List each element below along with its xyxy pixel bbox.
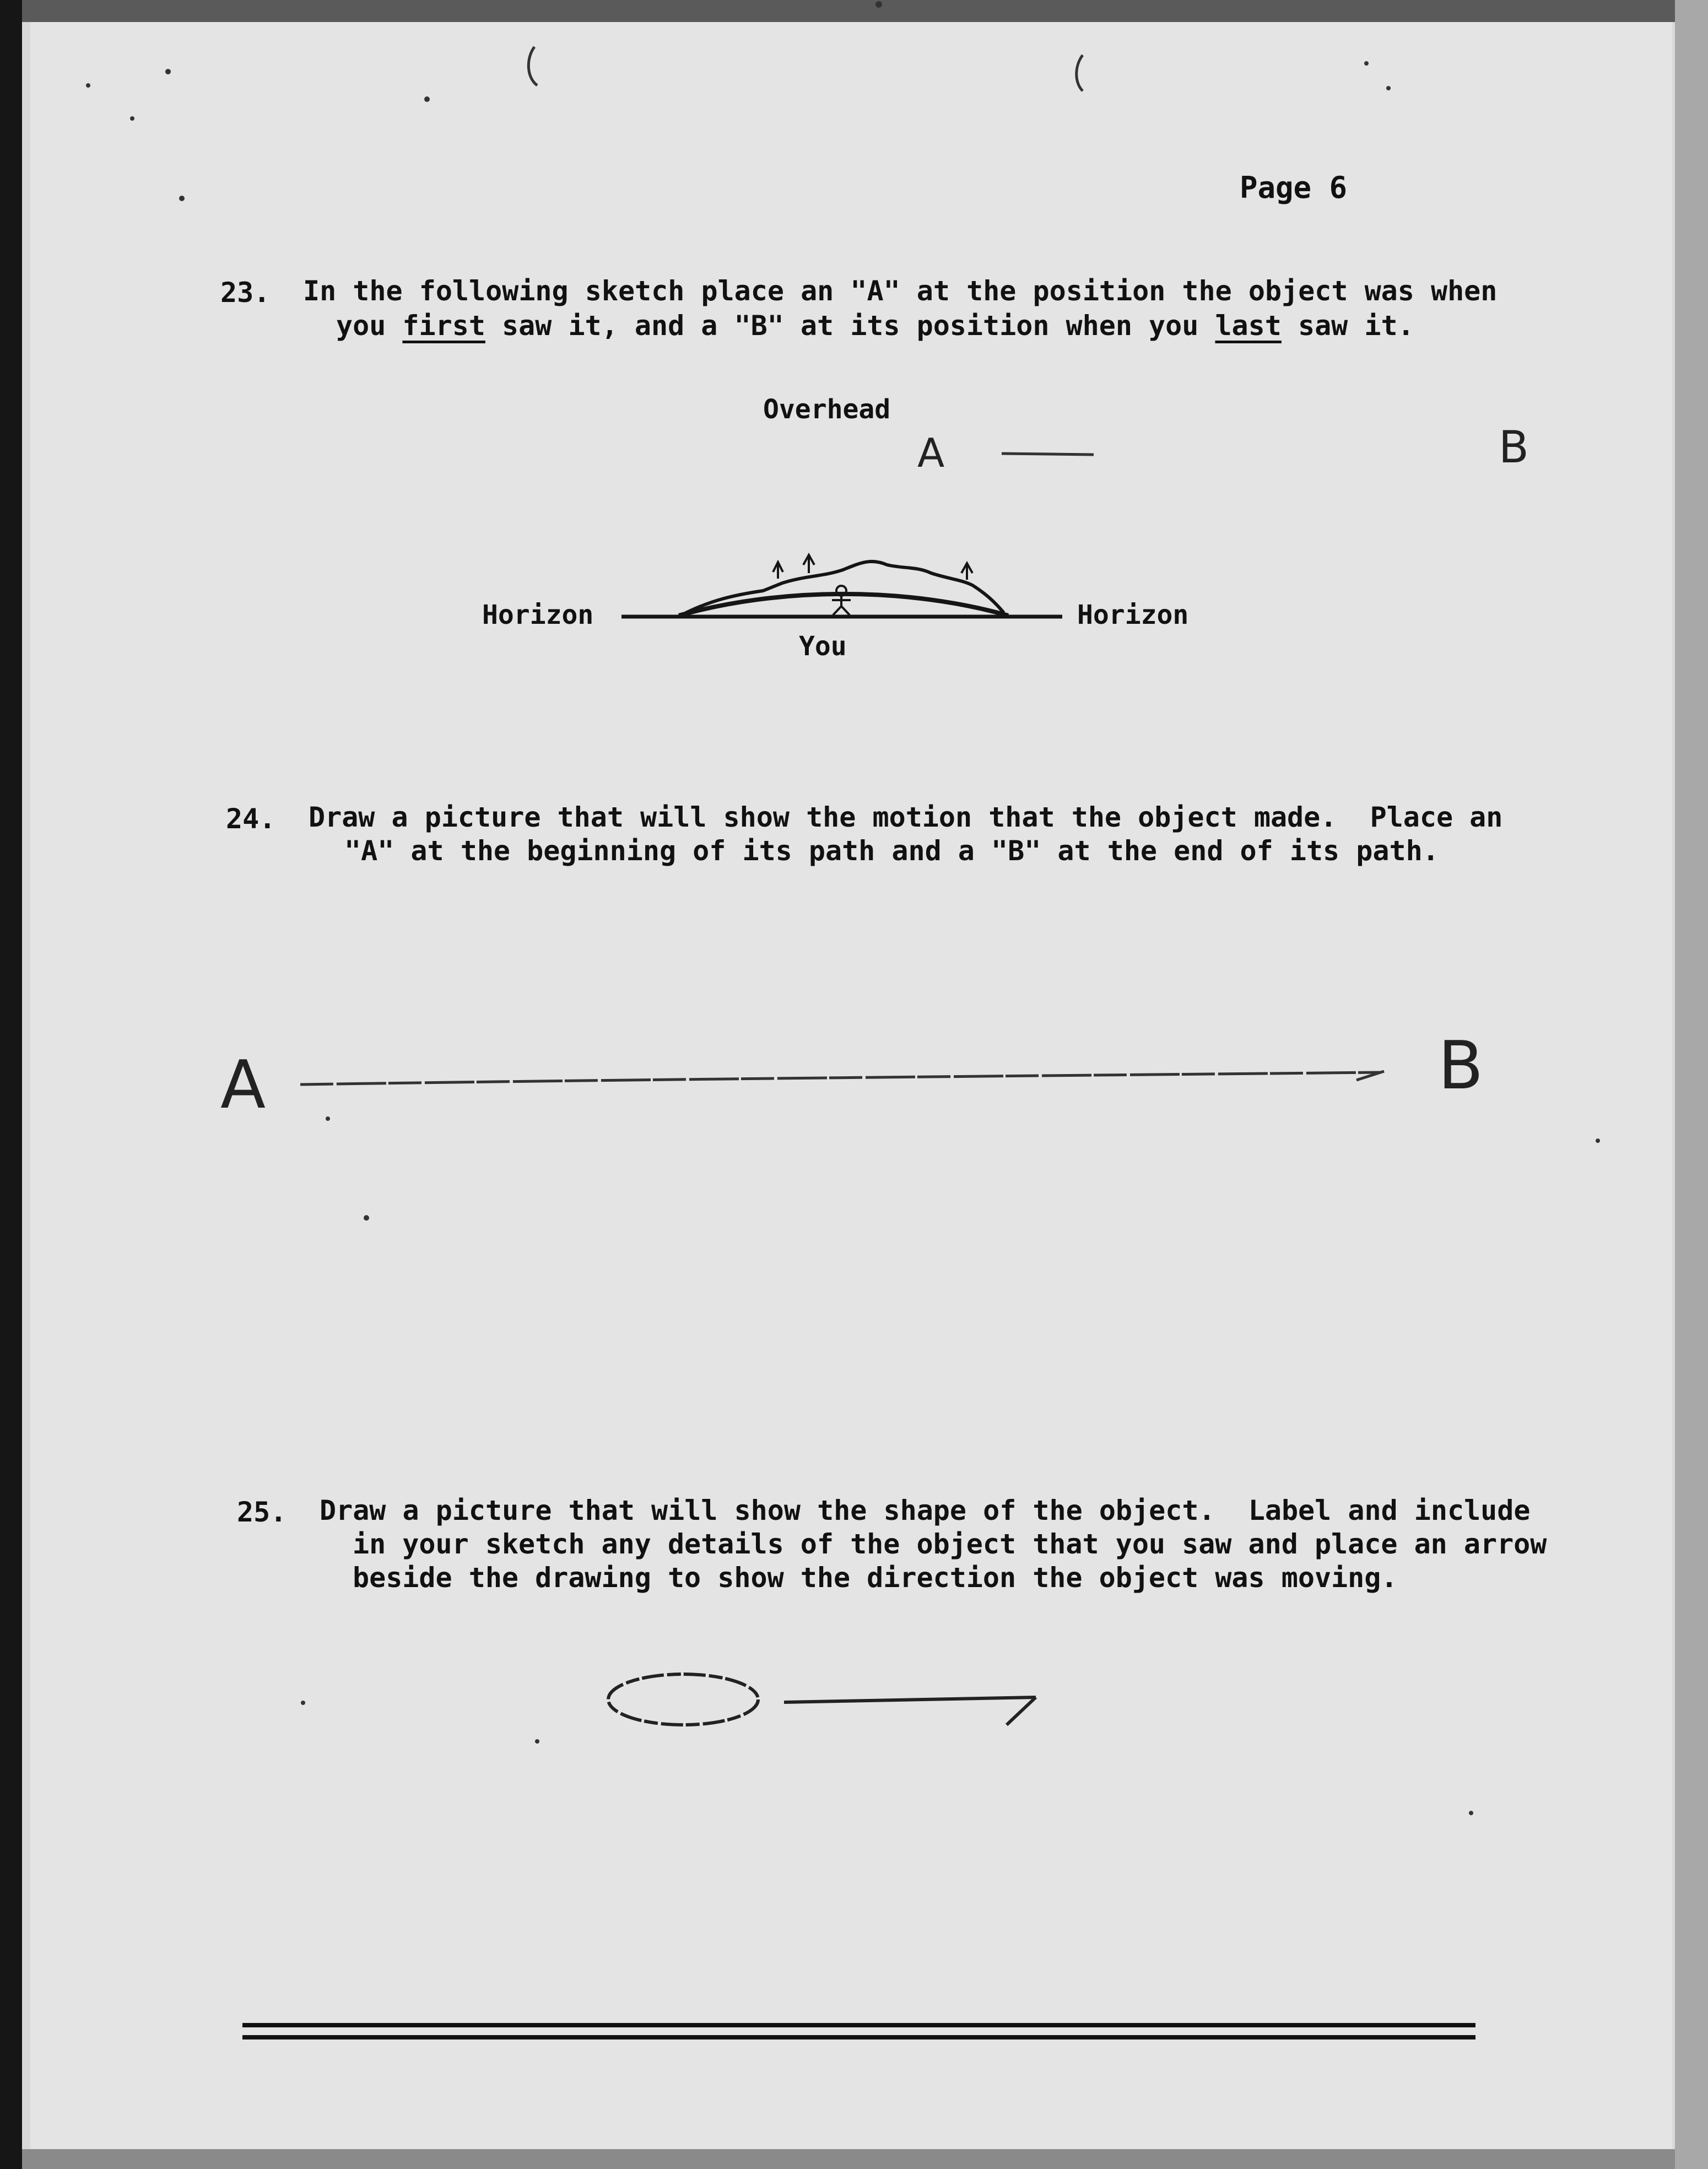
emphasis-last: last [1215,310,1282,342]
motion-path-drawing [300,1071,1384,1084]
handwritten-a-q24: A [220,1047,266,1124]
sky-dome-sketch [621,555,1062,617]
overhead-label: Overhead [763,394,891,425]
horizon-right-label: Horizon [1077,600,1189,630]
oval-object-shape [608,1674,758,1725]
question-23-line-2: you first saw it, and a "B" at its position when you last saw it. [336,310,1414,342]
scan-mark [528,47,537,85]
handwritten-b-q23: B [1499,422,1529,473]
scan-mark [1077,55,1083,91]
question-25-line-3: beside the drawing to show the direction the object was moving. [353,1562,1398,1594]
horizon-left-label: Horizon [482,600,594,630]
tree-icon [961,563,972,580]
question-23-number: 23. [220,277,271,309]
emphasis-first: first [402,310,485,342]
direction-arrow-head [1007,1697,1036,1725]
question-24-line-1: Draw a picture that will show the motion that the object made. Place an [309,801,1503,833]
you-label: You [799,631,847,662]
question-25-line-2: in your sketch any details of the object that you saw and place an arrow [353,1528,1547,1560]
stick-figure-icon [832,586,851,615]
handwritten-dash-q23 [1002,454,1094,455]
question-25-number: 25. [237,1496,287,1528]
question-25-line-1: Draw a picture that will show the shape of the object. Label and include [320,1494,1531,1526]
tree-icon [773,562,783,579]
motion-path-line [300,1072,1380,1084]
page-number: Page 6 [1240,170,1348,205]
question-24-number: 24. [226,803,276,835]
question-23-line-1: In the following sketch place an "A" at the position the object was when [303,275,1498,307]
object-shape-drawing [608,1674,1036,1725]
tree-icon [803,555,814,573]
question-24-line-2: "A" at the beginning of its path and a "B" at the end of its path. [344,835,1439,867]
scan-specks [86,1,1600,1815]
handwritten-b-q24: B [1438,1028,1484,1104]
handwritten-a-q23: A [917,430,945,476]
direction-arrow-line [784,1697,1036,1702]
